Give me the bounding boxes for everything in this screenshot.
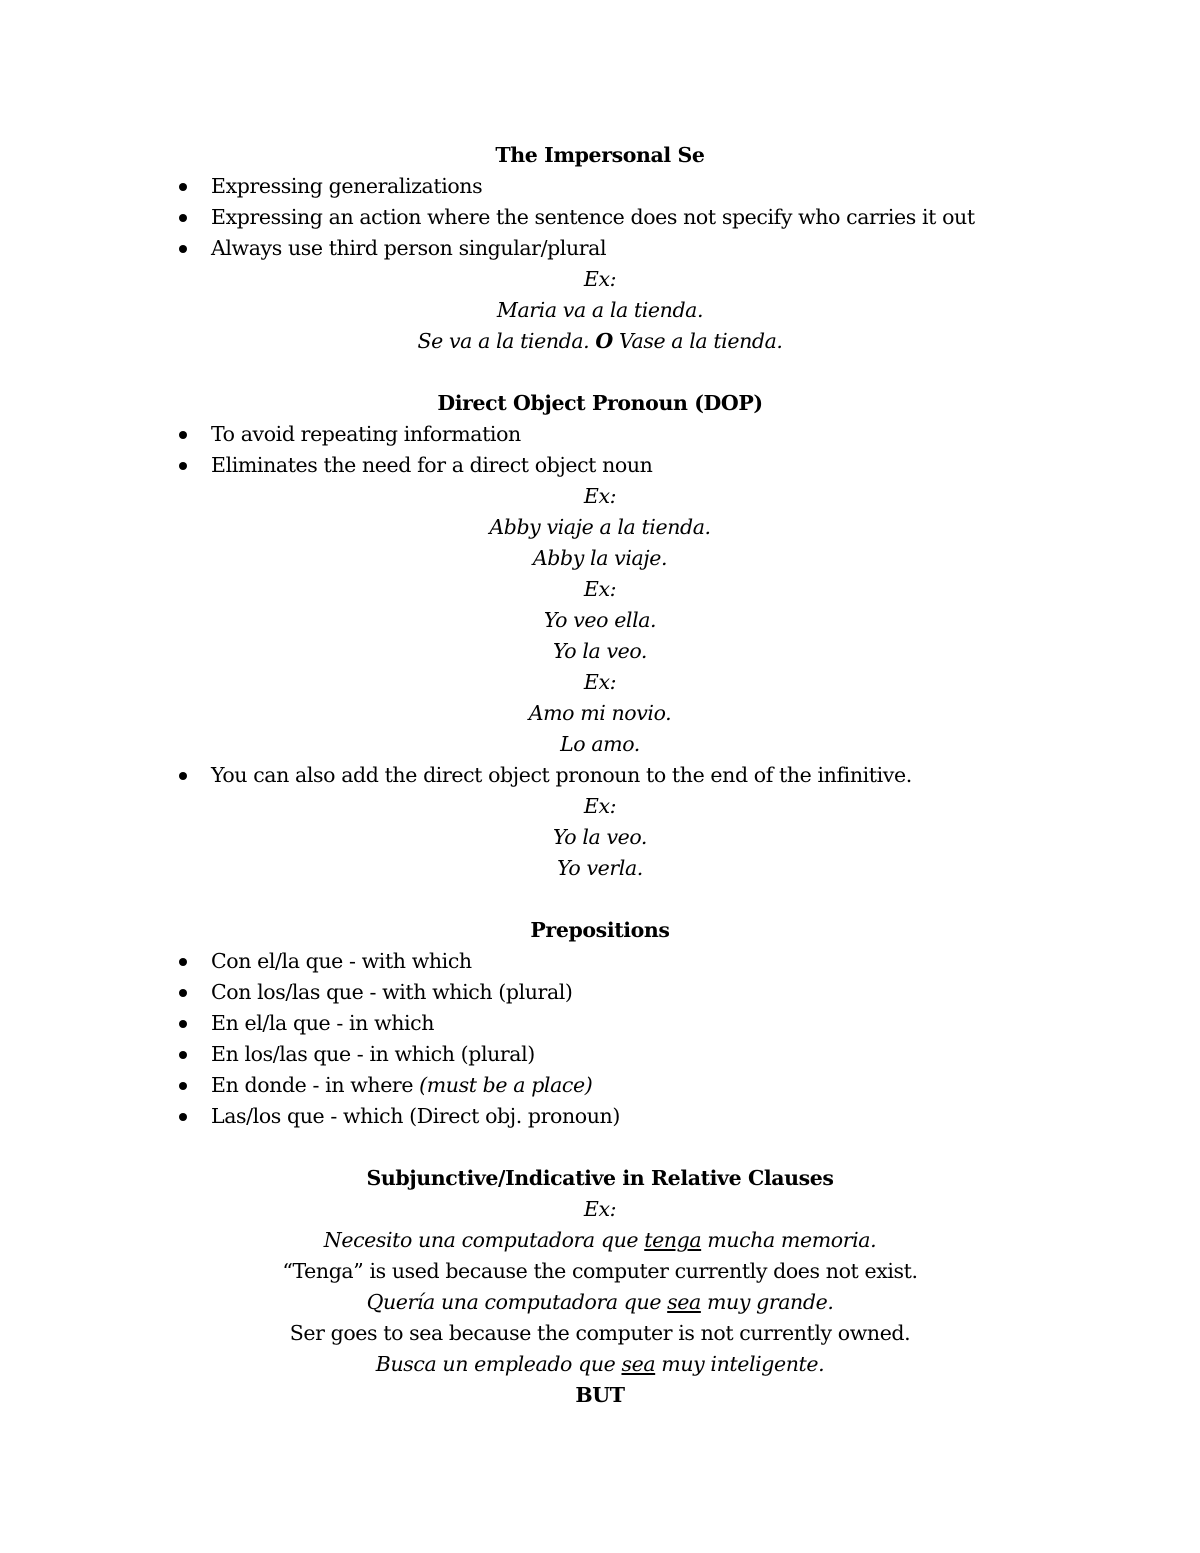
example-sentence: Abby viaje a la tienda.: [489, 515, 711, 539]
example-sentence: Necesito una computadora que tenga mucha memoria.: [323, 1228, 877, 1252]
example-sentence: Yo la veo.: [552, 825, 648, 849]
bullet-dot-icon: [179, 1113, 187, 1121]
bullet-item: To avoid repeating information: [0, 419, 1200, 450]
spacer: [0, 1132, 1200, 1163]
bullet-item: Con el/la que - with which: [0, 946, 1200, 977]
example-label: Ex:: [583, 670, 617, 694]
example-sentence: Maria va a la tienda.: [496, 298, 704, 322]
heading-prepositions: Prepositions: [530, 918, 670, 942]
bullet-dot-icon: [179, 462, 187, 470]
example-label: Ex:: [583, 794, 617, 818]
but-label: BUT: [575, 1383, 625, 1407]
bullet-dot-icon: [179, 1082, 187, 1090]
example-sentence: Busca un empleado que sea muy inteligente.: [375, 1352, 825, 1376]
bullet-dot-icon: [179, 958, 187, 966]
bullet-dot-icon: [179, 431, 187, 439]
bullet-item: Con los/las que - with which (plural): [0, 977, 1200, 1008]
example-label: Ex:: [583, 267, 617, 291]
bullet-item: En los/las que - in which (plural): [0, 1039, 1200, 1070]
example-sentence: Se va a la tienda. O Vase a la tienda.: [417, 329, 783, 353]
place-note: (must be a place): [419, 1073, 593, 1097]
example-label: Ex:: [583, 577, 617, 601]
bullet-dot-icon: [179, 214, 187, 222]
bullet-dot-icon: [179, 245, 187, 253]
heading-impersonal-se: The Impersonal Se: [495, 143, 705, 167]
example-sentence: Yo veo ella.: [543, 608, 657, 632]
example-sentence: Lo amo.: [560, 732, 640, 756]
bullet-item: En donde - in where (must be a place): [0, 1070, 1200, 1101]
bullet-dot-icon: [179, 1020, 187, 1028]
bullet-item: Las/los que - which (Direct obj. pronoun): [0, 1101, 1200, 1132]
example-sentence: Yo la veo.: [552, 639, 648, 663]
bullet-item: En el/la que - in which: [0, 1008, 1200, 1039]
spacer: [0, 357, 1200, 388]
heading-subjunctive: Subjunctive/Indicative in Relative Clauses: [366, 1166, 834, 1190]
example-sentence: Amo mi novio.: [528, 701, 672, 725]
bullet-item: Always use third person singular/plural: [0, 233, 1200, 264]
bullet-item: You can also add the direct object pronoun to the end of the infinitive.: [0, 760, 1200, 791]
bullet-item: Expressing an action where the sentence does not specify who carries it out: [0, 202, 1200, 233]
bullet-item: Eliminates the need for a direct object noun: [0, 450, 1200, 481]
document-body: [0, 140, 1200, 1411]
explanation-text: Ser goes to sea because the computer is not currently owned.: [289, 1321, 911, 1345]
explanation-text: “Tenga” is used because the computer currently does not exist.: [282, 1259, 918, 1283]
example-label: Ex:: [583, 484, 617, 508]
example-sentence: Quería una computadora que sea muy grande.: [366, 1290, 834, 1314]
bullet-dot-icon: [179, 989, 187, 997]
example-label: Ex:: [583, 1197, 617, 1221]
spacer: [0, 884, 1200, 915]
bullet-dot-icon: [179, 772, 187, 780]
bullet-dot-icon: [179, 183, 187, 191]
bullet-item: Expressing generalizations: [0, 171, 1200, 202]
bullet-dot-icon: [179, 1051, 187, 1059]
example-sentence: Abby la viaje.: [532, 546, 668, 570]
example-sentence: Yo verla.: [557, 856, 643, 880]
heading-dop: Direct Object Pronoun (DOP): [437, 391, 763, 415]
